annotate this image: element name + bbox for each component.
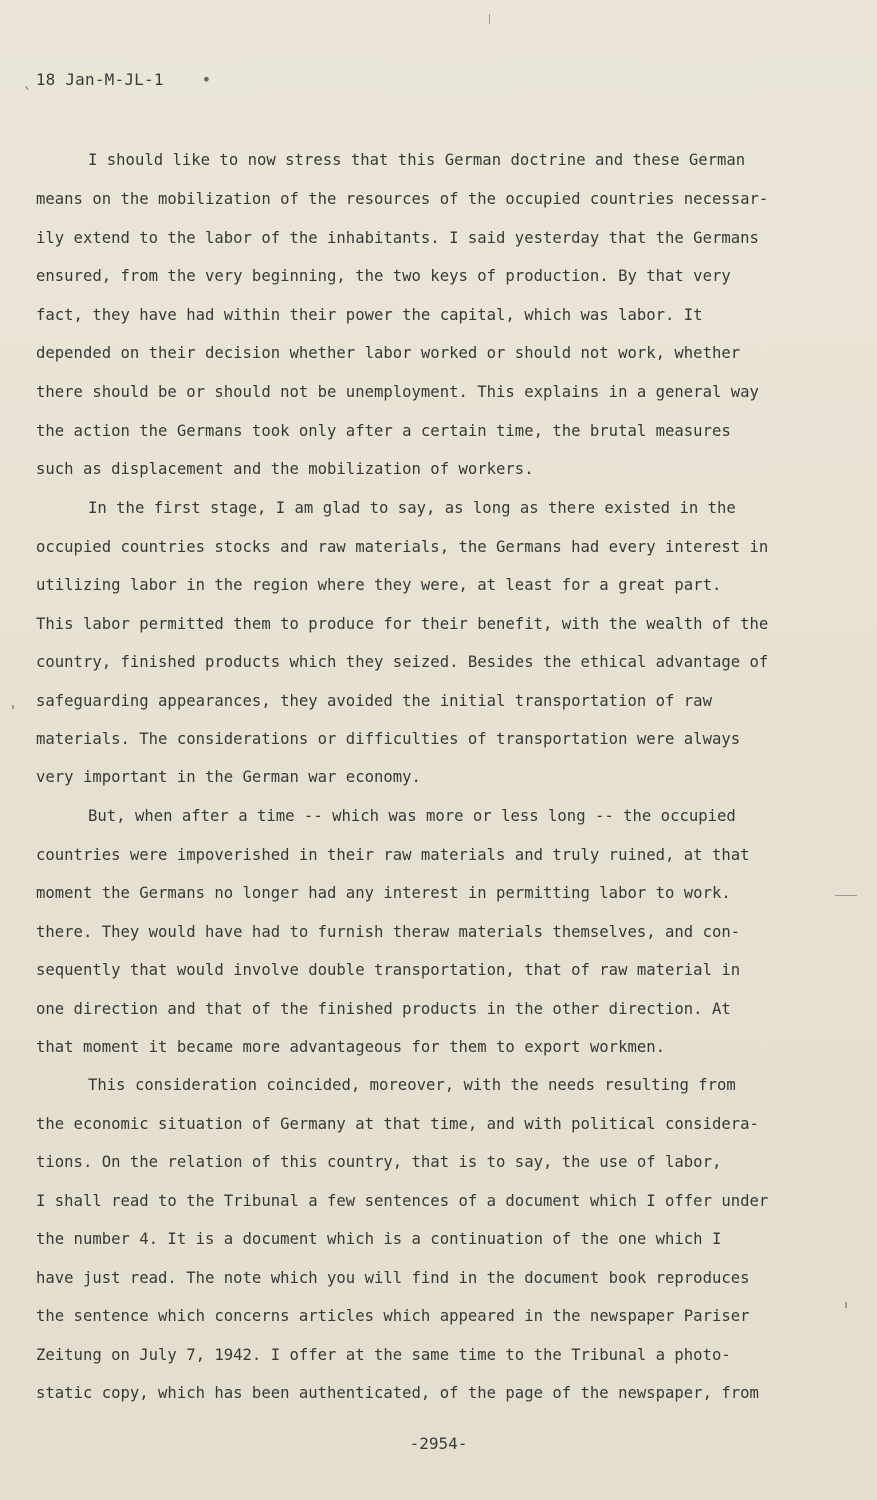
stray-mark <box>835 895 857 896</box>
text-line: ensured, from the very beginning, the two keys of production. By that very <box>36 267 731 285</box>
text-line: there. They would have had to furnish theraw materials themselves, and con- <box>36 923 741 941</box>
document-reference <box>22 70 212 89</box>
text-line: one direction and that of the finished products in the other direction. At <box>36 1000 731 1018</box>
text-line: the sentence which concerns articles which appeared in the newspaper Pariser <box>36 1307 750 1325</box>
text-line: countries were impoverished in their raw materials and truly ruined, at that <box>36 846 750 864</box>
text-line: In the first stage, I am glad to say, as long as there existed in the <box>88 499 736 517</box>
stray-mark <box>489 14 490 24</box>
text-line: tions. On the relation of this country, that is to say, the use of labor, <box>36 1153 722 1171</box>
text-line: the number 4. It is a document which is a continuation of the one which I <box>36 1230 722 1248</box>
text-line: that moment it became more advantageous for them to export workmen. <box>36 1038 666 1056</box>
text-line: have just read. The note which you will find in the document book reproduces <box>36 1269 750 1287</box>
text-line: I shall read to the Tribunal a few sentences of a document which I offer under <box>36 1192 769 1210</box>
text-line: This consideration coincided, moreover, with the needs resulting from <box>88 1076 736 1094</box>
text-line: Zeitung on July 7, 1942. I offer at the same time to the Tribunal a photo- <box>36 1346 731 1364</box>
text-line: such as displacement and the mobilization of workers. <box>36 460 534 478</box>
text-line: I should like to now stress that this German doctrine and these German <box>88 151 746 169</box>
text-line: the action the Germans took only after a certain time, the brutal measures <box>36 422 731 440</box>
text-line: the economic situation of Germany at that time, and with political considera- <box>36 1115 759 1133</box>
text-line: country, finished products which they seized. Besides the ethical advantage of <box>36 653 769 671</box>
stray-mark <box>845 1302 847 1308</box>
text-line: fact, they have had within their power the capital, which was labor. It <box>36 306 703 324</box>
text-line: occupied countries stocks and raw materials, the Germans had every interest in <box>36 538 769 556</box>
text-line: materials. The considerations or difficulties of transportation were always <box>36 730 741 748</box>
stray-mark <box>12 705 14 709</box>
margin-dot: • <box>201 70 212 89</box>
text-line: sequently that would involve double transportation, that of raw material in <box>36 961 741 979</box>
text-line: static copy, which has been authenticated, of the page of the newspaper, from <box>36 1384 759 1402</box>
text-line: This labor permitted them to produce for their benefit, with the wealth of the <box>36 615 769 633</box>
text-line: very important in the German war economy. <box>36 768 421 786</box>
text-line: moment the Germans no longer had any interest in permitting labor to work. <box>36 884 731 902</box>
text-line: means on the mobilization of the resources of the occupied countries necessar- <box>36 190 769 208</box>
text-line: safeguarding appearances, they avoided the initial transportation of raw <box>36 692 712 710</box>
text-line: depended on their decision whether labor worked or should not work, whether <box>36 344 741 362</box>
reference-code: 18 Jan-M-JL-1 <box>35 70 164 89</box>
text-line: there should be or should not be unemployment. This explains in a general way <box>36 383 759 401</box>
margin-tick: ˎ <box>22 70 32 89</box>
text-line: But, when after a time -- which was more or less long -- the occupied <box>88 807 736 825</box>
text-line: ily extend to the labor of the inhabitants. I said yesterday that the Germans <box>36 229 759 247</box>
page-number: -2954- <box>409 1434 468 1453</box>
text-line: utilizing labor in the region where they were, at least for a great part. <box>36 576 722 594</box>
